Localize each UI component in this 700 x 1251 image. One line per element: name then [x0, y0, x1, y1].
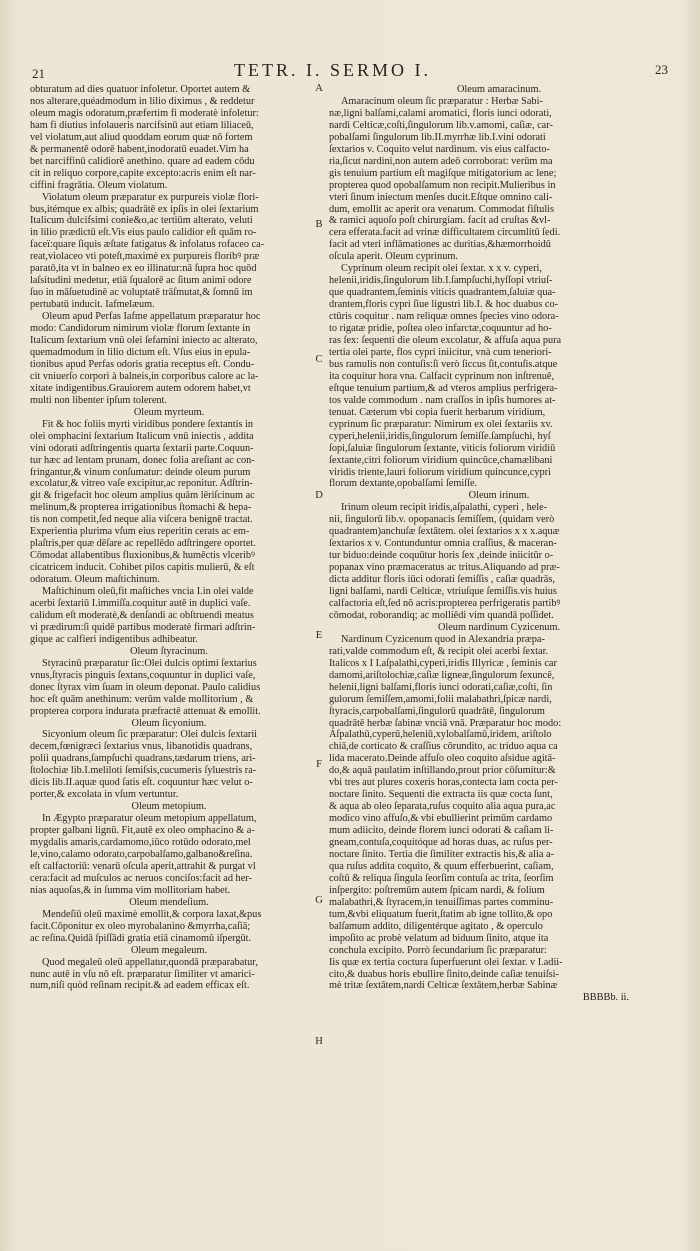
right-column-text-line: tos valde commodum . nam craſſos in ipſis humores at-: [329, 394, 556, 406]
right-column-text-line: noctare ſinito. Sequenti die extracta iis quæ cocta ſunt,: [329, 789, 553, 801]
left-column-text-line: laſsitudini medetur, etiā ſqualorē ac ſitum animi odore: [30, 275, 252, 287]
margin-letter-c: C: [315, 354, 323, 365]
left-column-text-line: faceï:quare ſiquis æſtate fatigatus & infolatus rofaceo ca-: [30, 239, 265, 251]
right-column-text-line: do,& aquā paulatim inſtillando,prout prior cōſumitur:&: [329, 765, 556, 777]
margin-letter-a: A: [315, 83, 323, 94]
left-column-section-heading: Oleum ſicyonium.: [131, 717, 207, 729]
left-column-text-line: & permanentē odorē habent,inodoratū euadet.Vim ha: [30, 143, 249, 155]
right-column-text-line: & ramici aquoſo poſt chirurgiam. facit ad cruſtas &vl-: [329, 215, 551, 227]
left-column-text-line: calidum eſt moderatè,& denſandi ac obſtruendi meatus: [30, 609, 254, 621]
left-column-text-line: fringantur,& vinum conſumatur: deinde oleum purum: [30, 466, 251, 478]
right-column-text-line: ita coquitur hora vna. Calfacit cyprinum non inſtrenuē,: [329, 370, 555, 382]
left-column-text-line: multi non libenter ipſum tolerent.: [30, 394, 167, 406]
right-column-text-line: gneam,contuſa,coquitóque ad horas duas, ac ruſus per-: [329, 837, 553, 849]
right-column-text-line: balſamum addito, diligentérque agitato , & operculo: [329, 920, 543, 932]
right-column-text-line: ſextarios v. Coquito velut nardinum. vis eius calfacto-: [329, 143, 550, 155]
right-column-text-line: propterea quod opobalſamum non recipit.Mulieribus in: [329, 179, 556, 191]
right-column-text-line: & aqua ab oleo ſeparata,ruſus coquito alia aqua pura,ac: [329, 801, 556, 813]
right-column-text-line: ctūris coquitur . nam reliquæ omnes ſpecies vino odora-: [329, 311, 559, 323]
right-column-text-line: ſextarios x v. Contunduntur omnia craſſius, & maceran-: [329, 538, 557, 550]
right-column-text-line: nardi Celticæ,coſti,ſingulorum lib.v.amomi, caſiæ, car-: [329, 119, 553, 131]
right-column-text-line: dicta additur floris iūci odorati ſemiſſis , caſiæ quadrās,: [329, 574, 555, 586]
left-column-text-line: reat,violaceo vti poteſt,maximè ex purpureis floribꝰ præ: [30, 251, 260, 263]
margin-letter-e: E: [315, 630, 323, 641]
right-column-text-line: cito,& duabus horis ebullire ſinito,deinde caſiæ tenuiſsi-: [329, 968, 559, 980]
right-column-text-line: tum,&vbi eliquatum fuerit,ſtatim ab igne tollito,& opo: [329, 908, 553, 920]
left-column-text-line: Cōmodat allabentibus fluxionibus,& humēctis vlceribꝰ: [30, 550, 255, 562]
left-column-text-line: obturatum ad dies quatuor infoletur. Oportet autem &: [30, 84, 251, 95]
right-column-text-line: que quadrantem,ſeminis viticis quadrantem,ſaluiæ qua-: [329, 287, 556, 299]
right-column-text-line: damomi,ariſtolochiæ,caſiæ ligneæ,ſingulorum ſexuncē,: [329, 669, 555, 681]
right-column-text-line: Amaracinum oleum ſic præparatur : Herbæ Sabi-: [341, 95, 543, 107]
left-column-section-heading: Oleum megaleum.: [130, 944, 208, 956]
right-column-text-line: næ,ligni balſami,calami aromatici, floris iunci odorati,: [329, 107, 552, 119]
right-column-text-line: mè tritæ ſextātem,nardi Celticæ ſextātem,herbæ Sabinæ: [329, 980, 558, 992]
right-text-column: [329, 84, 669, 1004]
right-column-text-line: tenuat. Cæterum vbi copia fuerit herbarum viridium,: [329, 406, 546, 418]
right-column-text-line: ras ſex: ſequenti die oleum excolatur, & affuſa aqua pura: [329, 335, 562, 347]
left-column-text-line: nunc autē in vſu nō eſt. præparatur ſimiliter vt amarici-: [30, 968, 255, 980]
right-column-text-line: viridis triente,lauri foliorum viridium quincunce,cypri: [329, 466, 551, 478]
left-column-text-line: Violatum oleum præparatur ex purpureis violæ flori-: [42, 191, 259, 203]
left-column-text-line: tionibus apud Perfas odoris gratia receptus eſt. Condu-: [30, 358, 255, 370]
right-column-text-line: cera efferata.facit ad vrinæ difficultatem circumlitū ſedi.: [329, 227, 561, 239]
left-column-text-line: ſuo in māſuetudinē ac voluptatē trāſmutat,& ſomnū im: [30, 287, 253, 299]
page-number-right: 23: [655, 62, 668, 77]
right-column-text-line: cyprinum ſic præparatur: Nimirum ex olei ſextariis xv.: [329, 418, 553, 430]
left-column-text-line: nias aquoſas,& in ſumma vim mollitoriam habet.: [30, 884, 231, 896]
right-column-text-line: bus ramulis non contuſis:ſi verò ſiccus ſit,contuſis.atque: [329, 358, 558, 370]
left-column-text-line: Sicyonium oleum ſic præparatur: Olei dulcis ſextarii: [42, 729, 258, 741]
left-column-text-line: mygdalis amaris,cardamomo,iūco rotūdo odorato,mel: [30, 837, 251, 849]
right-column-text-line: malabathri,& ſtyracem,in tenuiſſimas partes comminu-: [329, 896, 554, 908]
left-column-text-line: eſt calfactoriū: venarū oſcula aperit,attrahit & purgat vl: [30, 860, 256, 872]
right-column-text-line: ſopi,ſaluiæ ſingulorum ſextante, viticis foliorum viridiū: [329, 442, 556, 454]
left-column-text-line: Styracinū præparatur ſic:Olei dulcis optimi ſextarius: [42, 657, 257, 669]
right-column-text-line: drantem,floris cypri ſiue ligustri lib.I. & hoc duabus co-: [329, 299, 559, 311]
right-column-text-line: ſextante,citri foliorum viridium quincūce,chamælibani: [329, 454, 553, 466]
right-column-text-line: noctare ſinito. Tertia die ſimiliter extractis his,& alia a-: [329, 849, 554, 860]
left-column-text-line: paratō,ita vt in balneo ex eo illinatur:nā ſupra hoc quōd: [30, 263, 257, 275]
left-column-text-line: tis non competit,ſed neque alia viſcera benignē tractat.: [30, 514, 253, 526]
right-column-text-line: quadrantem)anchuſæ ſextātem. olei ſextarios x x x.aquæ: [329, 526, 560, 538]
right-column-text-line: rati,valde commodum eſt, & recipit olei acerbi ſextar.: [329, 645, 549, 657]
right-column-text-line: tertia olei parte, flos cypri iniicitur, vnà cum teneriori-: [329, 346, 552, 358]
right-column-text-line: qua ruſus addita coquito, & quum efferbuerint, caſiam,: [329, 860, 554, 872]
right-column-text-line: dum, emollit ac aperit ora venarum. Commodat fiſtulis: [329, 203, 555, 215]
margin-letter-d: D: [315, 490, 323, 501]
left-column-text-line: ham fi diutius infolaueris narcifsinū aut etiam liliaceū,: [30, 119, 254, 131]
left-column-text-line: In Ægypto præparatur oleum metopium appellatum,: [42, 813, 257, 825]
margin-letter-h: H: [315, 1036, 323, 1047]
left-column-text-line: decem,fœnigræci ſextarius vnus, libanotidis quadrans,: [30, 741, 253, 753]
right-column-text-line: Iis quæ ex tertia coctura ſuperfuerunt olei ſextar. v I.adii-: [329, 956, 563, 968]
left-column-text-line: vini odorati adſtringentis quarta ſextarii parte.Coquun-: [30, 442, 254, 454]
left-column-text-line: gique ac calfieri indigentibus adhibeatur.: [30, 633, 198, 645]
right-column-section-heading: Oleum amaracinum.: [456, 84, 542, 95]
left-column-text-line: Italicum dulcifsimi conie&o,ac tertiūm alterato, veluti: [30, 215, 253, 227]
right-column-text-line: gis tenuium partium eſt magiſque mitigatorium ac lene;: [329, 167, 557, 179]
right-column-text-line: to rigatæ pridie, poſtea oleo infarctæ,coquuntur ad ho-: [329, 323, 552, 335]
right-column-text-line: chiā,de corticato & craſſius cōrundito, ac triduo aqua ca: [329, 741, 558, 753]
left-column-text-line: quemadmodum in lilio dictum eſt. Vſus eius in epula-: [30, 346, 251, 358]
right-column-text-line: cyperi,helenii,iridis,ſingulorum ſemiſſe.ſampſuchi, hyſ: [329, 430, 551, 442]
left-column-text-line: Italicum ſextarium vnū olei ſefamini iniecto ac alterato,: [30, 335, 258, 347]
right-column-text-line: lida macerato.Deinde affuſo oleo coquito aſsidue agitā-: [329, 753, 556, 765]
left-column-text-line: oleum magis odoratum,præfertim fi moderatè infoletur:: [30, 107, 259, 119]
right-column-text-line: modico vino affuſo,& vbi ebullierint primūm cardamo: [329, 813, 553, 825]
running-title: TETR. I. SERMO I.: [234, 60, 431, 80]
margin-letter-b: B: [315, 219, 323, 230]
left-column-text-line: xitate indigentibus.Grauiorem autem odorem habet,vt: [30, 382, 251, 394]
left-column-text-line: bet narciffinū calidiorē anethino. quare ad eadem cōdu: [30, 155, 255, 167]
page-number-left: 21: [32, 66, 45, 81]
right-column-text-line: inſpergito: poſtremūm autem ſpicam nardi, & folium: [329, 884, 545, 896]
margin-letter-g: G: [315, 895, 323, 906]
right-column-text-line: quadrātē herbæ ſabinæ vnciā vnā. Præparatur hoc modo:: [329, 717, 562, 729]
left-column-text-line: dicis lib.II.aquæ quod ſatis eſt. coquuntur hæc velut o-: [30, 777, 253, 789]
left-column-text-line: num,niſi quòd reſinam recipit.& ad eadem efficax eſt.: [30, 980, 250, 992]
left-column-text-line: nos alterare,quéadmodum in lilio diximus , & reddetur: [30, 95, 255, 107]
right-column-text-line: florum dextante,opobalſami ſemiſſe.: [329, 478, 478, 490]
left-column-text-line: facit.Cōponitur ex oleo myrobalanino &myrrha,caſiā;: [30, 920, 251, 932]
left-column-text-line: donec ſtyrax vim ſuam in oleum deponat. Paulo calidius: [30, 681, 261, 693]
right-column-text-line: tur biduo:deinde coquūtur horis ſex ,deinde iniicitūr o-: [329, 550, 554, 562]
right-column-text-line: vteri ſinum iniectum menſes ducit.Eſtque omnino cali-: [329, 191, 553, 203]
left-column-text-line: ciffini fragrātia. Oleum violatum.: [30, 179, 168, 191]
left-column-text-line: Maſtichinum oleū,fit maſtiches vncia I.in olei valde: [42, 586, 254, 598]
left-column-section-heading: Oleum myrteum.: [133, 406, 205, 418]
left-column-text-line: odoratum. Oleum maſtichinum.: [30, 574, 160, 586]
right-column-text-line: ligni balſami, nardi Celticæ, vtriuſque ſemiſſis.vis huius: [329, 586, 557, 598]
left-column-text-line: olei omphacini ſextarium Italicum vnū iniectis , addita: [30, 430, 254, 442]
right-column-text-line: facit ad vteri inflāmationes ac duritias,&hæmorrhoidū: [329, 239, 551, 251]
right-column-text-line: cōmodat, roborandiq; ac molliēdi vim quandā poſſidet.: [329, 609, 554, 621]
left-column-text-line: pertubatū inducit. Iafmelæum.: [30, 299, 155, 311]
right-column-text-line: Nardinum Cyzicenum quod in Alexandria præpa-: [341, 633, 545, 645]
left-column-text-line: in lilio prædictū eſt.Vis eius paulo calidior eſt quām ro-: [30, 227, 257, 239]
left-column-text-line: Mendeſiū oleū maximè emollit,& corpora laxat,&pus: [42, 908, 262, 920]
running-head: [28, 60, 670, 82]
right-column-text-line: nii, ſingulorū lib.v. opopanacis ſemiſſem, (quidam verò: [329, 514, 555, 526]
right-column-text-line: gulorum ſemiſſem,amomi,folii malabathri,ſpicæ nardi,: [329, 693, 552, 705]
right-column-text-line: vbi tres aut plures coxeris horas,contecta iam cocta per-: [329, 777, 558, 789]
right-column-text-line: helenii,ligni balſami,floris iunci odorati,caſiæ,coſti, ſin: [329, 681, 553, 693]
left-column-text-line: ſtolochiæ lib.I.meliloti ſemiſsis,cucumeris ſyluestris ra-: [30, 765, 257, 777]
right-column-text-line: Cyprinum oleum recipit olei ſextar. x x v. cyperi,: [341, 263, 542, 275]
left-column-text-line: porter,& excolata in vſum vertuntur.: [30, 789, 179, 801]
left-column-text-line: cit vniuerſo corpori à balneis,in corporibus calore ac la-: [30, 370, 259, 382]
right-column-text-line: popanax vino præmaceratus ac tritus.Aliquando ad præ-: [329, 562, 560, 574]
left-column-text-line: acerbi ſextariū I.immiſſa.coquitur autē in duplici vaſe.: [30, 597, 251, 609]
signature-mark: BBBBb. ii.: [582, 992, 629, 1004]
left-column-text-line: polii quadrans,ſampſuchi quadrans,tædarum triens, ari-: [30, 753, 256, 765]
right-column-text-line: helenii,iridis,ſingulorum lib.I.ſampſuchi,hyſſopi vtriuſ-: [329, 275, 553, 287]
left-column-text-line: cicatricem inducit. Cohibet pilos capitis mulierū, & eſt: [30, 562, 255, 574]
right-column-text-line: oſcula aperit. Oleum cyprinum.: [329, 251, 458, 263]
right-column-text-line: calfactoria eſt,ſed nō acris:propterea perfrigeratis partibꝰ: [329, 597, 561, 609]
right-column-section-heading: Oleum irinum.: [468, 490, 530, 502]
left-column-text-line: melinum,& propterea irrigationibus ſtomachi & hepa-: [30, 502, 252, 514]
right-column-text-line: Irinum oleum recipit iridis,aſpalathi, cyperi , hele-: [341, 502, 548, 514]
left-column-text-line: vel violatum,aut aliud quoddam eorum quæ nō fortem: [30, 131, 253, 143]
left-column-text-line: cera:facit ad muſculos ac neruos conciſos:facit ad her-: [30, 872, 252, 884]
margin-letter-f: F: [316, 759, 322, 770]
left-column-text-line: tur hæc ad lentam prunam, donec folia areſiant ac con-: [30, 454, 255, 466]
right-column-text-line: ria,ſicut nardini,non autem adeō corroborat: verūm ma: [329, 155, 553, 167]
left-column-section-heading: Oleum mendeſium.: [129, 896, 209, 908]
left-column-text-line: Oleum apud Perfas Iafme appellatum præparatur hoc: [42, 311, 261, 323]
left-column-text-line: git & frigefacit hoc oleum amplius quām lēriſcinum ac: [30, 490, 255, 502]
left-column-text-line: modo: Candidorum nimirum violæ florum ſextante in: [30, 323, 251, 335]
left-text-column: [30, 84, 308, 992]
left-column-section-heading: Oleum ſtyracinum.: [130, 645, 208, 657]
right-column-text-line: ſtyracis,carpobalſami,ſingulorū quadrātē, ſingulorum: [329, 705, 545, 717]
right-column-section-heading: Oleum nardinum Cyzicenum.: [437, 621, 561, 633]
left-column-text-line: plaſtris,per quæ dēſare ac repellēdo adſtringere oportet.: [30, 538, 256, 550]
left-column-text-line: hoc eſt quām anethinum: verūm valde mollitorium , &: [30, 693, 254, 705]
left-column-section-heading: Oleum metopium.: [131, 801, 207, 813]
left-column-text-line: ac reſina.Quidā ſpiſſādi gratia etiā cinamomū iſpergūt.: [30, 932, 252, 944]
left-column-text-line: excolatur,& vitreo vaſe excipitur,ac reponitur. Adſtrin-: [30, 478, 253, 490]
right-column-text-line: impoſito ac probè velatum ad biduum ſinito, atque ita: [329, 932, 549, 944]
right-column-text-line: mum adiicito, deinde florem iunci odorati & caſiam li-: [329, 825, 554, 837]
right-column-text-line: pobalſami ſingulorum lib.II.myrrhæ lib.I.vini odorati: [329, 131, 546, 143]
left-column-text-line: propter galbani lignū. Fit,autē ex oleo omphacino & a-: [30, 825, 255, 837]
left-column-text-line: le,vino,calamo odorato,carpobalſamo,galbano&reſina.: [30, 849, 253, 860]
right-column-text-line: Italicos x I I.aſpalathi,cyperi,iridis Illyricæ , ſeminis car: [329, 657, 557, 669]
left-column-text-line: Experientia plurima vſum eius reperitin cerats ac em-: [30, 526, 250, 538]
right-column-text-line: Aſpalathū,cyperū,heleniū,xylobalſamū,iridem, ariſtolo: [329, 729, 552, 741]
left-column-text-line: bus,itémque ex albis; quadrātē ex ipſis in olei ſextarium: [30, 203, 259, 215]
left-column-text-line: propterea corpora indurata præfractē attenuat & emollit.: [30, 705, 261, 717]
left-column-text-line: vi prædirum:ſi quidē partibus moderatè firmari adſtrin-: [30, 621, 256, 633]
left-column-text-line: cit in reliquo corpore,capite excepto:acris enim eſt nar-: [30, 167, 256, 179]
left-column-text-line: Fit & hoc foliis myrti viridibus pondere ſextantis in: [42, 418, 254, 430]
right-column-text-line: eſtque tenuium partium,& ad vteros amplius perfrigera-: [329, 382, 558, 394]
right-column-text-line: coſtū & reliqua ſingula ſeorſim contuſa ac trita, ſeorſim: [329, 872, 554, 884]
left-column-text-line: vnus,ſtyracis pinguis ſextans,coquuntur in duplici vaſe,: [30, 669, 256, 681]
right-column-text-line: conchula excipito. Porrò ſecundarium ſic præparatur:: [329, 944, 547, 956]
left-column-text-line: Quod megaleū oleū appellatur,quondā præparabatur,: [42, 956, 258, 968]
